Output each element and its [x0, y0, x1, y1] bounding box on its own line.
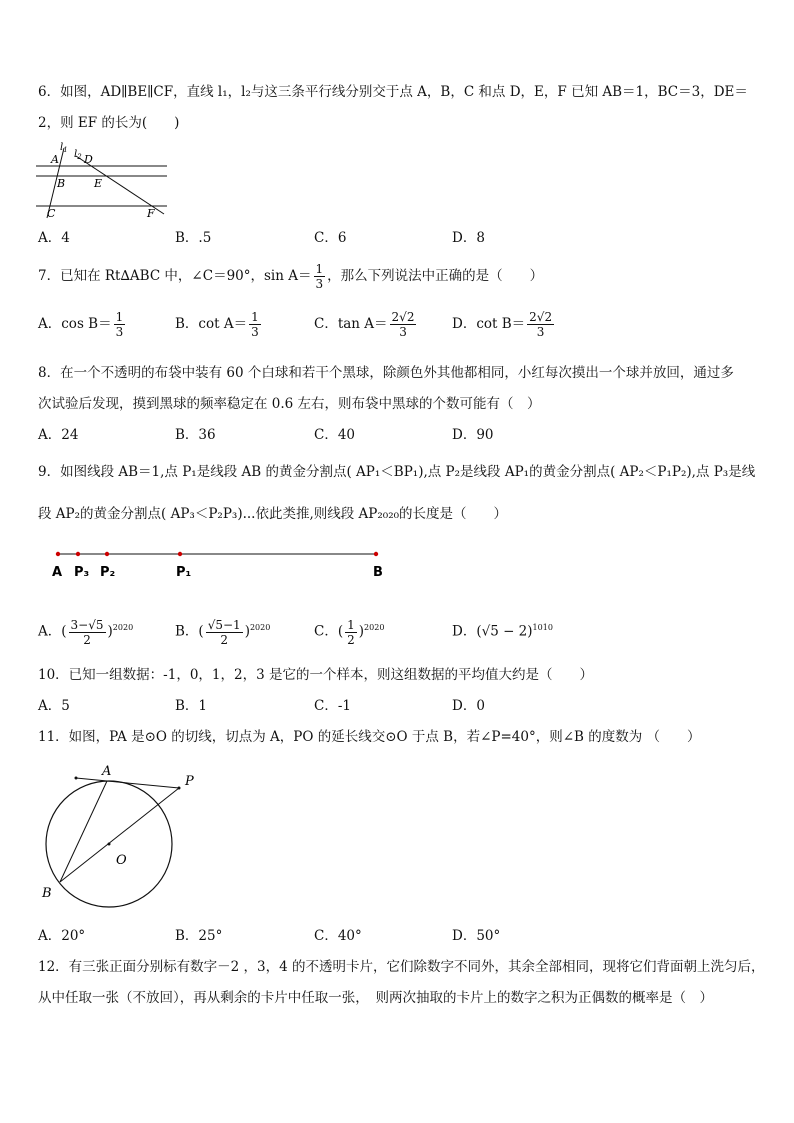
q10-option-d: D．0: [452, 698, 485, 714]
label-e: E: [94, 177, 103, 190]
label-c: C: [47, 207, 56, 220]
svg-text:B: B: [42, 886, 52, 901]
q6-option-d: D．8: [452, 230, 485, 246]
svg-text:l1: $l_1$: [60, 142, 68, 154]
q7-option-d: D．cot B＝ $\frac{2√2}{3}$: [452, 310, 553, 339]
q7-option-c: C．tan A＝ $\frac{2√2}{3}$: [314, 310, 415, 339]
svg-text:P: P: [185, 774, 194, 789]
q7-option-a: A．cos B＝ $\frac{1}{3}$: [38, 310, 124, 339]
q10-text: 10．已知一组数据：-1，0，1，2，3 是它的一个样本，则这组数据的平均值大约是（ ）: [38, 667, 593, 683]
q9-text-line1: 9．如图线段 AB＝1,点 P₁是线段 AB 的黄金分割点( AP₁＜BP₁),点 P₂是线段 AP₁的黄金分割点( AP₂＜P₁P₂),点 P₃是线: [38, 464, 756, 480]
q6-option-a: A．4: [38, 230, 70, 246]
q11-option-a: A．20°: [38, 928, 86, 944]
q10-option-c: C．-1: [314, 698, 351, 714]
label-f: F: [147, 207, 155, 220]
q9-option-a: A．( $\frac{3-√5}{2}$ )$^{2020}$: [38, 617, 134, 647]
q7-option-b: B．cot A＝ $\frac{1}{3}$: [175, 310, 259, 339]
q10-option-a: A．5: [38, 698, 70, 714]
point-p: [178, 787, 181, 790]
point-tangent-end: [75, 777, 78, 780]
svg-text:O: O: [116, 853, 127, 868]
q9-option-d: D．$(√5 - 2)^{1010}$: [452, 623, 553, 640]
q8-option-b: B．36: [175, 427, 216, 443]
q11-circle-figure: [36, 760, 206, 910]
svg-text:A: A: [52, 565, 63, 580]
q6-text-line2: 2，则 EF 的长为( ): [38, 115, 180, 131]
svg-text:P₂: P₂: [100, 565, 116, 580]
svg-text:P₁: P₁: [176, 565, 192, 580]
q6-option-b: B．.5: [175, 230, 212, 246]
q11-text: 11．如图，PA 是⊙O 的切线，切点为 A，PO 的延长线交⊙O 于点 B，若∠P=40°，则∠B 的度数为 （ ）: [38, 729, 701, 745]
point-p2: [105, 552, 109, 556]
q6-option-c: C．6: [314, 230, 347, 246]
q9-segment-figure: [44, 544, 394, 584]
point-b: [374, 552, 378, 556]
svg-text:P₃: P₃: [74, 565, 90, 580]
q8-text-line2: 次试验后发现，摸到黑球的频率稳定在 0.6 左右，则布袋中黑球的个数可能有（ ）: [38, 396, 541, 412]
q11-option-b: B．25°: [175, 928, 223, 944]
q9-text-line2: 段 AP₂的黄金分割点( AP₃＜P₂P₃)...依此类推,则线段 AP₂₀₂₀的长度是（ ）: [38, 506, 508, 522]
point-o: [108, 843, 111, 846]
q12-text-line2: 从中任取一张（不放回），再从剩余的卡片中任取一张， 则两次抽取的卡片上的数字之积为正偶数的概率是（ ）: [38, 990, 713, 1006]
q8-option-a: A．24: [38, 427, 79, 443]
q11-option-d: D．50°: [452, 928, 501, 944]
point-a: [56, 552, 60, 556]
svg-text:A: A: [102, 764, 112, 779]
svg-text:l2: $l_2$: [74, 149, 82, 161]
q10-option-b: B．1: [175, 698, 208, 714]
chord-ab: [60, 781, 107, 882]
q6-figure: [36, 140, 171, 222]
point-p3: [76, 552, 80, 556]
point-p1: [178, 552, 182, 556]
q9-option-c: C．( $\frac{1}{2}$ )$^{2020}$: [314, 617, 385, 647]
q12-text-line1: 12．有三张正面分别标有数字－2 ，3，4 的不透明卡片，它们除数字不同外，其余全部相同，现将它们背面朝上洗匀后，: [38, 959, 765, 975]
label-b: B: [57, 177, 66, 190]
q8-option-d: D．90: [452, 427, 494, 443]
q7-text: 7．已知在 Rt∆ABC 中，∠C＝90°，sin A＝ $\frac{1}{3}$ ，那么下列说法中正确的是（ ）: [38, 262, 544, 291]
label-d: D: [84, 153, 93, 166]
q11-option-c: C．40°: [314, 928, 362, 944]
q6-text-line1: 6．如图，AD∥BE∥CF，直线 l₁，l₂与这三条平行线分别交于点 A，B，C 和点 D，E，F 已知 AB＝1，BC＝3，DE＝: [38, 84, 748, 100]
label-a: A: [51, 153, 59, 166]
q8-text-line1: 8．在一个不透明的布袋中装有 60 个白球和若干个黑球，除颜色外其他都相同，小红每次摸出一个球并放回，通过多: [38, 365, 734, 381]
svg-text:B: B: [373, 565, 383, 580]
q8-option-c: C．40: [314, 427, 356, 443]
q9-option-b: B．( $\frac{√5-1}{2}$ )$^{2020}$: [175, 617, 271, 647]
